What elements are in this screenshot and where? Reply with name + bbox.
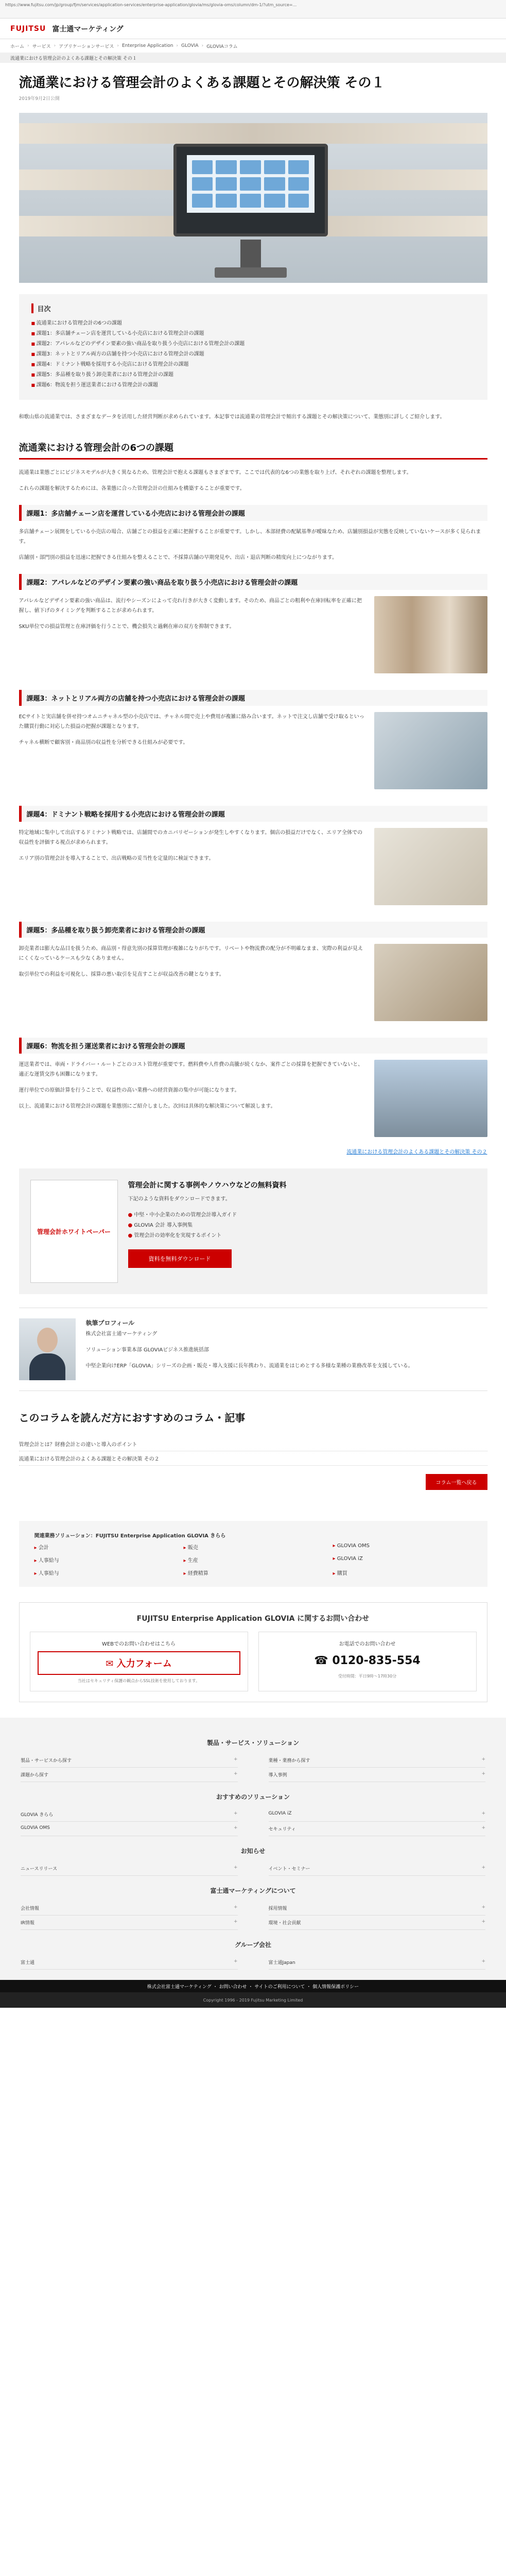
footer-section-title: グループ会社	[234, 1941, 272, 1948]
copyright: Copyright 1996 - 2019 Fujitsu Marketing Limited	[0, 1992, 506, 2008]
footer-section-title: 製品・サービス・ソリューション	[206, 1739, 300, 1747]
recommend-heading: このコラムを読んだ方におすすめのコラム・記事	[19, 1412, 246, 1424]
phone-icon: ☎	[314, 1654, 333, 1667]
related-heading: 関連業務ソリューション：FUJITSU Enterprise Application GLOVIA きらら	[34, 1533, 226, 1539]
promo-lead: 下記のような資料をダウンロードできます。	[128, 1196, 231, 1202]
download-button[interactable]: 資料を無料ダウンロード	[128, 1249, 232, 1268]
whitepaper-promo	[19, 1168, 487, 1294]
section-text: 運送業者では、車両・ドライバー・ルートごとのコスト管理が重要です。燃料費や人件費の高騰が続くなか、案件ごとの採算を把握できていないと、適正な運賃交渉も困難になります。	[19, 1062, 363, 1077]
ssl-note: 当社はセキュリティ保護の観点からSSL技術を使用しております。	[77, 1679, 200, 1683]
toc-heading: 目次	[31, 303, 475, 313]
section-text: 流通業は業態ごとにビジネスモデルが大きく異なるため、管理会計で抱える課題もさまざまです。ここでは代表的な6つの業態を取り上げ、それぞれの課題を整理します。	[19, 470, 412, 476]
issue-heading-5: 課題5：多品種を取り扱う卸売業者における管理会計の課題	[19, 922, 487, 938]
author-role: ソリューション事業本部 GLOVIAビジネス推進統括部	[85, 1347, 209, 1353]
footer-link[interactable]: 課題から探す +	[21, 1768, 238, 1782]
issue-heading-4: 課題4：ドミナント戦略を採用する小売店における管理会計の課題	[19, 806, 487, 822]
promo-item: ● 中堅・中小企業のための管理会計導入ガイド	[128, 1210, 287, 1221]
page-subtitle-bar: 流通業における管理会計のよくある課題とその解決策 その１	[0, 53, 506, 63]
brand-name: 富士通マーケティング	[52, 25, 124, 33]
related-link[interactable]: ▸ 販売	[184, 1543, 323, 1551]
section-text: SKU単位での損益管理と在庫評価を行うことで、機会損失と過剰在庫の双方を抑制できます。	[19, 624, 235, 630]
breadcrumb: ホーム › サービス › アプリケーションサービス › Enterprise Application › GLOVIA › GLOVIAコラム	[10, 43, 238, 49]
promo-heading: 管理会計に関する事例やノウハウなどの無料資料	[128, 1181, 287, 1190]
section-text: アパレルなどデザイン要素の強い商品は、流行やシーズンによって売れ行きが大きく変動します。そのため、商品ごとの粗利や在庫回転率を正確に把握し、値下げのタイミングを判断することが求められます。	[19, 598, 362, 614]
contact-heading: FUJITSU Enterprise Application GLOVIA に関するお問い合わせ	[136, 1615, 370, 1623]
footer-link[interactable]: 業種・業務から探す +	[269, 1753, 486, 1768]
tel-number[interactable]: ☎ 0120-835-554	[314, 1654, 421, 1667]
column-list-button[interactable]: コラム一覧へ戻る	[426, 1474, 487, 1490]
footer-link[interactable]: 会社情報 +	[21, 1901, 238, 1916]
section-text: 取引単位での利益を可視化し、採算の悪い取引を見直すことが収益改善の鍵となります。	[19, 972, 224, 977]
mail-icon: ✉	[106, 1658, 117, 1669]
related-link[interactable]: ▸ GLOVIA iZ	[333, 1556, 472, 1564]
toc-item[interactable]: ■ 流通業における管理会計の6つの課題	[31, 318, 475, 329]
footer-link[interactable]: セキュリティ +	[269, 1822, 486, 1836]
issue-heading-1: 課題1：多店舗チェーン店を運営している小売店における管理会計の課題	[19, 505, 487, 521]
recommend-item[interactable]: 管理会計とは？財務会計との違いと導入のポイント	[19, 1437, 487, 1451]
toc-item[interactable]: ■ 課題5：多品種を取り扱う卸売業者における管理会計の課題	[31, 370, 475, 380]
section-text: これらの課題を解決するためには、各業態に合った管理会計の仕組みを構築することが重要です。	[19, 486, 245, 492]
tel-contact-label: お電話でのお問い合わせ	[339, 1641, 396, 1647]
related-link[interactable]: ▸ GLOVIA OMS	[333, 1543, 472, 1551]
footer-bottom-links[interactable]: 株式会社富士通マーケティング ・ お問い合わせ ・ サイトのご利用について ・ 個人情報保護ポリシー	[0, 1980, 506, 1992]
publish-date: 2019年9月2日公開	[19, 96, 60, 101]
related-link[interactable]: ▸ 経費精算	[184, 1569, 323, 1577]
toc-item[interactable]: ■ 課題4：ドミナント戦略を採用する小売店における管理会計の課題	[31, 360, 475, 370]
input-form-button[interactable]: ✉ 入力フォーム	[38, 1651, 240, 1675]
section-text: エリア別の管理会計を導入することで、出店戦略の妥当性を定量的に検証できます。	[19, 856, 214, 861]
next-article-link[interactable]: 流通業における管理会計のよくある課題とその解決策 その２	[346, 1149, 487, 1155]
contact-panel	[19, 1602, 487, 1702]
footer-link[interactable]: 採用情報 +	[269, 1901, 486, 1916]
whitepaper-cover: 管理会計ホワイトペーパー	[30, 1180, 118, 1283]
footer-link[interactable]: 導入事例 +	[269, 1768, 486, 1782]
breadcrumb-item[interactable]: GLOVIA	[181, 43, 199, 48]
toc-item[interactable]: ■ 課題1：多店舗チェーン店を運営している小売店における管理会計の課題	[31, 329, 475, 339]
related-link[interactable]: ▸ 人事給与	[34, 1569, 173, 1577]
browser-url-bar[interactable]: https://www.fujitsu.com/jp/group/fjm/services/application-services/enterprise-application/glovia/ms/glovia-oms/column/dm-1/?utm_source=...	[0, 0, 506, 19]
author-heading: 執筆プロフィール	[85, 1319, 135, 1327]
hero-image	[19, 113, 487, 283]
section-heading: 流通業における管理会計の6つの課題	[19, 435, 487, 460]
store-map-image	[374, 828, 487, 905]
site-header	[0, 19, 506, 39]
footer-link[interactable]: 富士通 +	[21, 1955, 238, 1970]
related-link[interactable]: ▸ 会計	[34, 1543, 173, 1551]
intro-text: 和歌山県の流通業では、さまざまなデータを活用した経営判断が求められています。本記事では流通業の管理会計で頻出する課題とその解決策について、業態別に詳しくご紹介します。	[19, 414, 445, 420]
fujitsu-logo[interactable]: FUJITSU	[10, 24, 46, 33]
warehouse-image	[374, 944, 487, 1021]
related-link[interactable]: ▸ 購買	[333, 1569, 472, 1577]
article	[19, 74, 487, 1702]
toc-item[interactable]: ■ 課題3：ネットとリアル両方の店舗を持つ小売店における管理会計の課題	[31, 349, 475, 360]
footer-link[interactable]: 製品・サービスから探す +	[21, 1753, 238, 1768]
related-solutions	[19, 1521, 487, 1587]
issue-heading-6: 課題6：物流を担う運送業者における管理会計の課題	[19, 1038, 487, 1054]
author-name: 株式会社富士通マーケティング	[85, 1331, 158, 1337]
footer-link[interactable]: GLOVIA きらら +	[21, 1807, 238, 1822]
recommend-item[interactable]: 流通業における管理会計のよくある課題とその解決策 その２	[19, 1451, 487, 1466]
footer-section-title: お知らせ	[240, 1848, 266, 1855]
footer-link[interactable]: GLOVIA OMS +	[21, 1822, 238, 1836]
footer-section-title: おすすめのソリューション	[216, 1793, 290, 1801]
author-bio: 中堅企業向けERP「GLOVIA」シリーズの企画・販売・導入支援に長年携わり、流通業をはじめとする多様な業種の業務改革を支援している。	[85, 1363, 413, 1369]
promo-item: ● 管理会計の効率化を実現するポイント	[128, 1231, 287, 1241]
issue-heading-2: 課題2：アパレルなどのデザイン要素の強い商品を取り扱う小売店における管理会計の課題	[19, 574, 487, 590]
table-of-contents	[19, 294, 487, 400]
section-text: 多店舗チェーン展開をしている小売店の場合、店舗ごとの損益を正確に把握することが重要です。しかし、本部経費の配賦基準が曖昧なため、店舗別損益が実態を反映していないケースが多く見られます。	[19, 529, 481, 545]
footer-link[interactable]: ニュースリリース +	[21, 1861, 238, 1876]
footer-link[interactable]: IR情報 +	[21, 1916, 238, 1930]
site-footer	[0, 1718, 506, 1980]
breadcrumb-item[interactable]: GLOVIAコラム	[206, 44, 238, 49]
footer-link[interactable]: 環境・社会貢献 +	[269, 1916, 486, 1930]
breadcrumb-item[interactable]: ホーム	[10, 44, 25, 49]
promo-item: ● GLOVIA 会計 導入事例集	[128, 1221, 287, 1231]
page-title: 流通業における管理会計のよくある課題とその解決策 その１	[19, 75, 385, 91]
related-link[interactable]: ▸ 人事給与	[34, 1556, 173, 1564]
breadcrumb-item[interactable]: アプリケーションサービス	[59, 44, 114, 49]
toc-item[interactable]: ■ 課題2：アパレルなどのデザイン要素の強い商品を取り扱う小売店における管理会計の課題	[31, 339, 475, 349]
author-profile	[19, 1308, 487, 1391]
section-text: チャネル横断で顧客別・商品別の収益性を分析できる仕組みが必要です。	[19, 740, 188, 745]
footer-link[interactable]: GLOVIA iZ +	[269, 1807, 486, 1822]
section-text: 運行単位での原価計算を行うことで、収益性の高い業務への経営資源の集中が可能になります。	[19, 1088, 240, 1093]
apparel-image	[374, 596, 487, 673]
online-shopping-image	[374, 712, 487, 789]
related-link[interactable]: ▸ 生産	[184, 1556, 323, 1564]
footer-link[interactable]: 富士通Japan +	[269, 1955, 486, 1970]
issue-heading-3: 課題3：ネットとリアル両方の店舗を持つ小売店における管理会計の課題	[19, 690, 487, 706]
truck-image	[374, 1060, 487, 1137]
section-text: ECサイトと実店舗を併せ持つオムニチャネル型の小売店では、チャネル間で売上や費用が複雑に絡み合います。ネットで注文し店舗で受け取るといった購買行動に対応した損益の把握が課題となります。	[19, 714, 364, 730]
section-text: 以上、流通業における管理会計の課題を業態別にご紹介しました。次回は具体的な解決策について解説します。	[19, 1104, 276, 1109]
tel-hours: 受付時間：平日9時〜17時30分	[338, 1674, 397, 1679]
section-text: 特定地域に集中して出店するドミナント戦略では、店舗間でのカニバリゼーションが発生しやすくなります。個店の損益だけでなく、エリア全体での収益性を評価する視点が求められます。	[19, 830, 363, 845]
section-text: 店舗別・部門別の損益を迅速に把握できる仕組みを整えることで、不採算店舗の早期発見や、出店・退店判断の精度向上につながります。	[19, 555, 338, 561]
footer-section-title: 富士通マーケティングについて	[210, 1887, 296, 1894]
footer-link[interactable]: イベント・セミナー +	[269, 1861, 486, 1876]
author-photo	[19, 1318, 76, 1380]
section-text: 卸売業者は膨大な品目を扱うため、商品別・得意先別の採算管理が複雑になりがちです。リベートや物流費の配分が不明確なまま、実際の利益が見えにくくなっているケースも少なくありません。	[19, 946, 363, 961]
toc-item[interactable]: ■ 課題6：物流を担う運送業者における管理会計の課題	[31, 380, 475, 391]
breadcrumb-item[interactable]: Enterprise Application	[121, 43, 173, 48]
web-contact-label: WEBでのお問い合わせはこちら	[101, 1641, 176, 1647]
breadcrumb-item[interactable]: サービス	[32, 44, 51, 49]
recommended-articles	[19, 1404, 487, 1490]
